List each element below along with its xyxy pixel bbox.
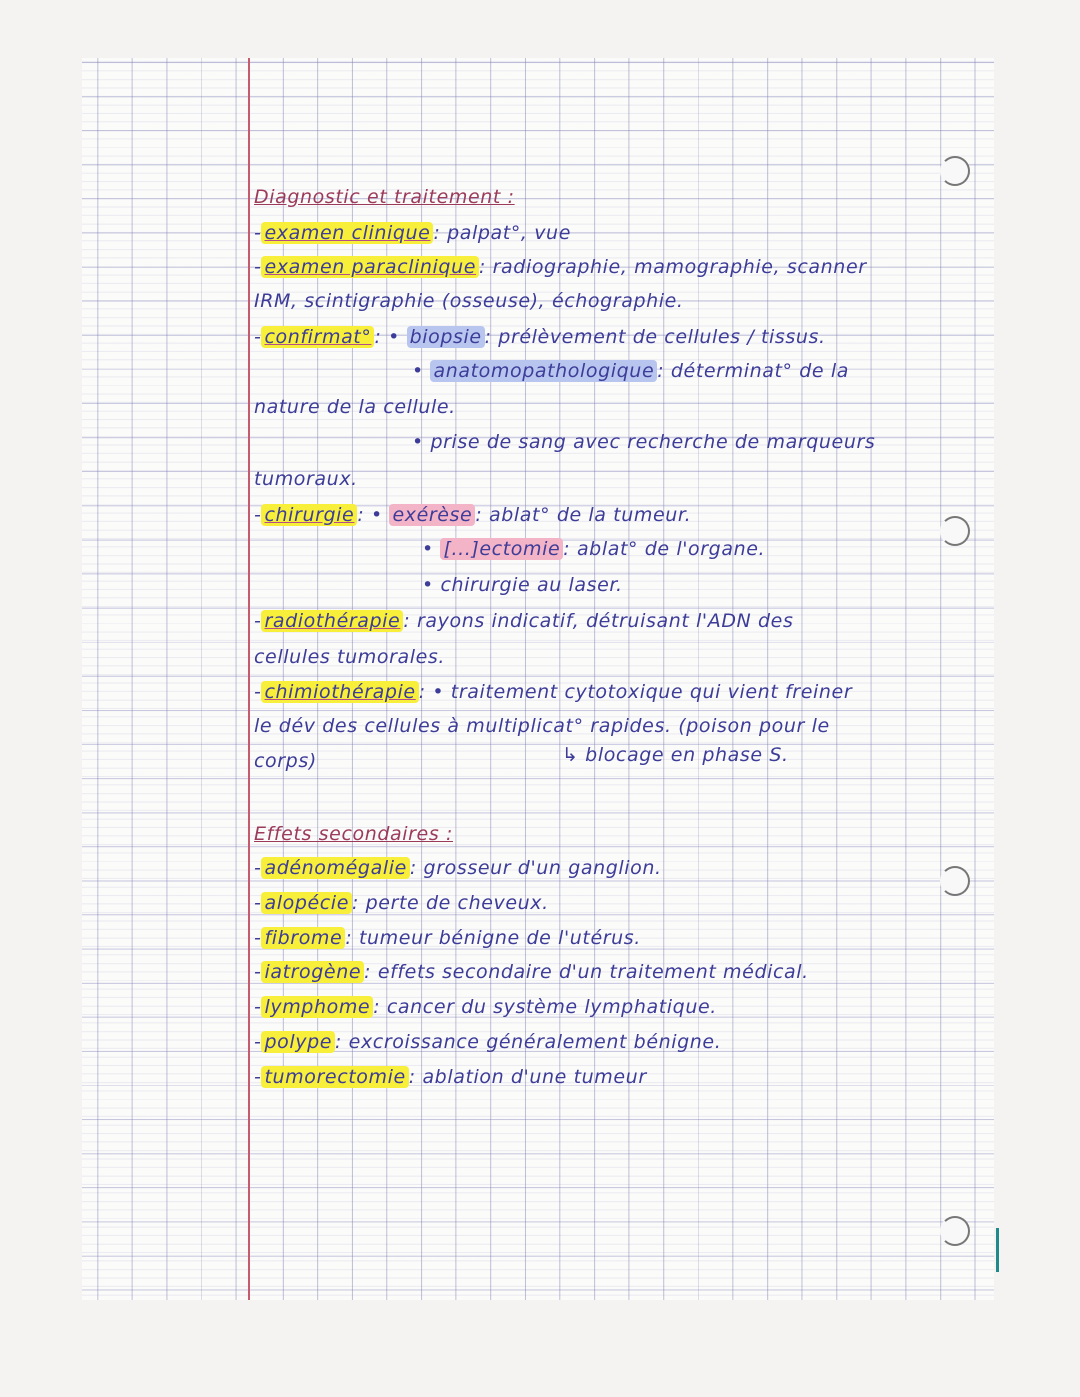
note-line: cellules tumorales. [254,646,446,668]
list-item: - adénomégalie : grosseur d'un ganglion. [254,857,662,879]
term-highlight: anatomopathologique [430,360,657,382]
term-highlight: chirurgie [261,504,357,526]
note-line: le dév des cellules à multiplicat° rapides. (poison pour le [254,715,830,737]
term-highlight: examen paraclinique [261,256,479,278]
note-line: - confirmat° : • biopsie : prélèvement de cellules / tissus. [254,326,826,348]
note-line: • prise de sang avec recherche de marqueurs [412,431,876,453]
notebook-page [82,58,994,1300]
list-item: - fibrome : tumeur bénigne de l'utérus. [254,927,641,949]
note-line: tumoraux. [254,468,358,490]
section-title-diagnostic: Diagnostic et traitement : [254,186,515,208]
term-highlight: examen clinique [261,222,433,244]
note-line: • chirurgie au laser. [422,574,623,596]
note-line: - chirurgie : • exérèse : ablat° de la tumeur. [254,504,692,526]
term-highlight: biopsie [407,326,485,348]
list-item: - tumorectomie : ablation d'une tumeur [254,1066,647,1088]
handwritten-notes [82,58,994,1300]
note-line: nature de la cellule. [254,396,456,418]
term-highlight: exérèse [389,504,475,526]
list-item: - alopécie : perte de cheveux. [254,892,549,914]
section-title-effets: Effets secondaires : [254,823,453,845]
note-line: - examen paraclinique : radiographie, mamographie, scanner [254,256,867,278]
note-line: - examen clinique : palpat°, vue [254,222,571,244]
note-line: - chimiothérapie : • traitement cytotoxique qui vient freiner [254,681,853,703]
list-item: - polype : excroissance généralement bénigne. [254,1031,722,1053]
note-line: - radiothérapie : rayons indicatif, détruisant l'ADN des [254,610,794,632]
term-highlight: confirmat° [261,326,374,348]
note-line: • [...]ectomie : ablat° de l'organe. [422,538,766,560]
term-highlight: fibrome [261,927,345,949]
term-highlight: iatrogène [261,961,364,983]
term-highlight: chimiothérapie [261,681,418,703]
term-highlight: radiothérapie [261,610,403,632]
term-highlight: lymphome [261,996,373,1018]
term-highlight: [...]ectomie [440,538,563,560]
list-item: - iatrogène : effets secondaire d'un traitement médical. [254,961,809,983]
term-highlight: polype [261,1031,335,1053]
edge-mark [996,1228,999,1272]
list-item: - lymphome : cancer du système lymphatique. [254,996,717,1018]
note-line: IRM, scintigraphie (osseuse), échographie. [254,290,684,312]
term-highlight: adénomégalie [261,857,409,879]
note-line: • anatomopathologique : déterminat° de la [412,360,849,382]
term-highlight: tumorectomie [261,1066,408,1088]
note-line: corps) [254,750,317,772]
note-line: ↳ blocage en phase S. [562,744,789,766]
term-highlight: alopécie [261,892,352,914]
